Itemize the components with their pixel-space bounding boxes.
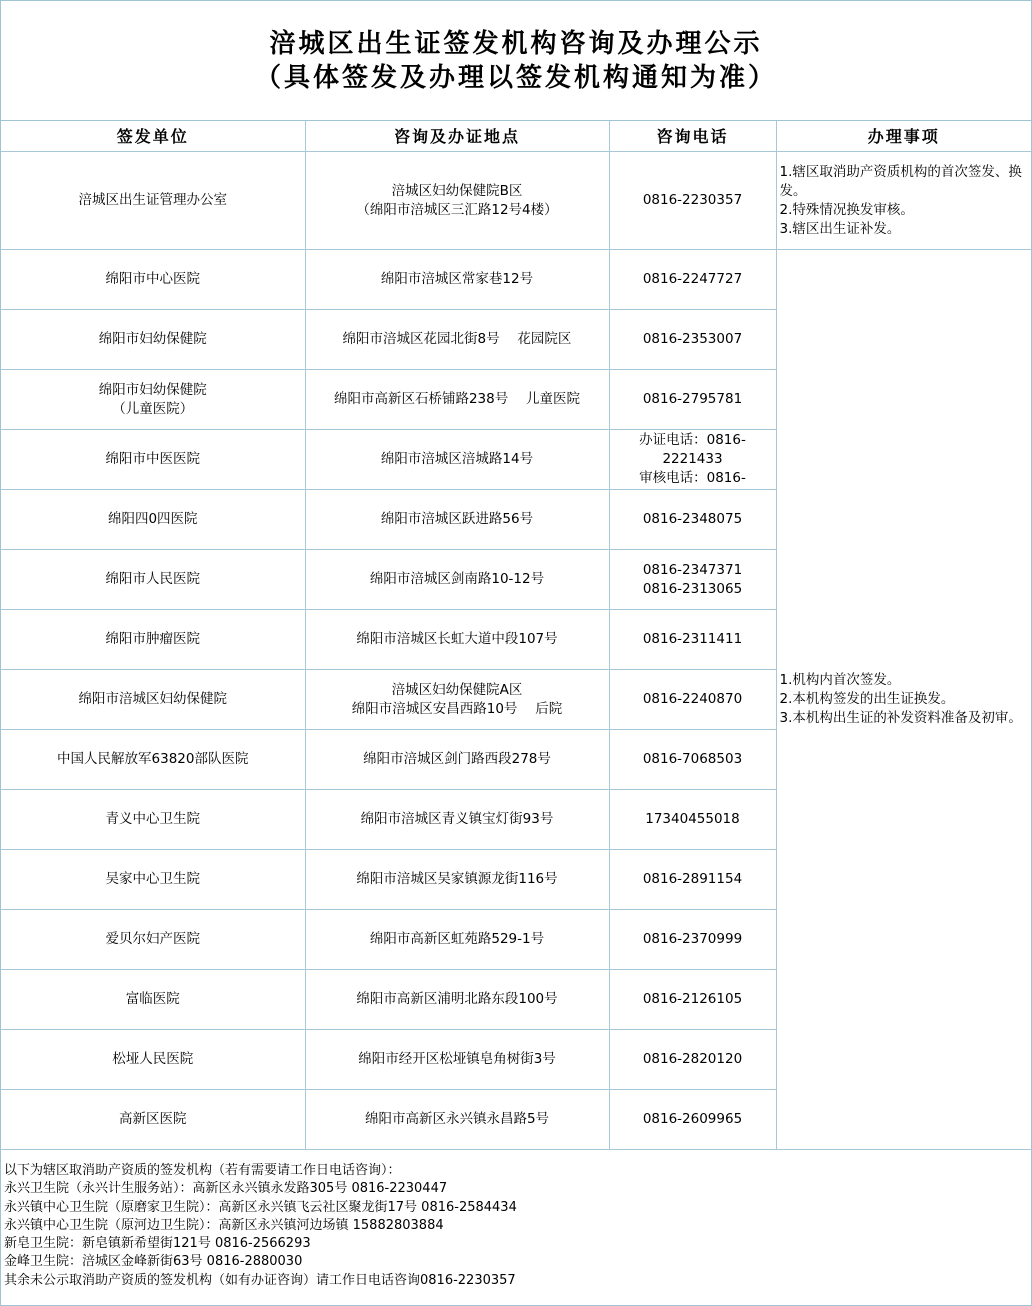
phone-text: 0816-2795781: [642, 391, 743, 407]
phone-text: 0816-2311411: [642, 631, 743, 647]
cell-phone: [609, 152, 776, 250]
page-subtitle: （具体签发及办理以签发机构通知为准）: [254, 62, 777, 93]
cell-matters-office: [776, 152, 1031, 250]
cell-unit: [1, 310, 305, 370]
phone-text: 2221433: [662, 451, 723, 467]
address-text: 绵阳市涪城区青义镇宝灯街93号: [360, 811, 554, 827]
note-line: 其余未公示取消助产资质的签发机构（如有办证咨询）请工作日电话咨询0816-2230357: [4, 1272, 516, 1288]
cell-address: [305, 370, 609, 430]
cell-phone: [609, 1090, 776, 1150]
cell-unit: [1, 250, 305, 310]
header-matters: 办理事项: [776, 121, 1031, 152]
unit-text: 高新区医院: [119, 1111, 187, 1127]
unit-text: 绵阳市人民医院: [105, 571, 200, 587]
cell-unit: [1, 670, 305, 730]
address-text: 绵阳市涪城区剑南路10-12号: [369, 571, 545, 587]
cell-address: [305, 670, 609, 730]
cell-address: [305, 850, 609, 910]
cell-unit: [1, 730, 305, 790]
unit-text: 绵阳市肿瘤医院: [105, 631, 200, 647]
unit-text: 涪城区出生证管理办公室: [78, 192, 227, 208]
cell-address: [305, 790, 609, 850]
note-line: 新皂卫生院：新皂镇新希望街121号 0816-2566293: [4, 1236, 311, 1252]
table-body: [1, 152, 1031, 1150]
address-text: 绵阳市涪城区剑门路西段278号: [363, 751, 551, 767]
cell-address: [305, 152, 609, 250]
cell-address: [305, 610, 609, 670]
cell-phone: [609, 670, 776, 730]
cell-phone: [609, 250, 776, 310]
cell-unit: [1, 370, 305, 430]
phone-text: 审核电话：0816-: [639, 470, 746, 486]
cell-phone: [609, 610, 776, 670]
note-line: 永兴卫生院（永兴计生服务站）：高新区永兴镇永发路305号 0816-2230447: [4, 1181, 448, 1197]
cell-unit: [1, 850, 305, 910]
cell-phone: [609, 730, 776, 790]
header-phone: 咨询电话: [609, 121, 776, 152]
unit-text: 富临医院: [125, 991, 180, 1007]
cell-unit: [1, 1090, 305, 1150]
cell-unit: [1, 910, 305, 970]
address-text: 绵阳市经开区松垭镇皂角树街3号: [358, 1051, 556, 1067]
header-address: 咨询及办证地点: [305, 121, 609, 152]
phone-text: 0816-2240870: [642, 691, 743, 707]
note-line: 永兴镇中心卫生院（原磨家卫生院）：高新区永兴镇飞云社区聚龙街17号 0816-2584434: [4, 1199, 517, 1215]
unit-text: 中国人民解放军63820部队医院: [57, 751, 249, 767]
cell-unit: [1, 790, 305, 850]
phone-text: 0816-2348075: [642, 511, 743, 527]
cell-phone: [609, 850, 776, 910]
cell-phone: [609, 310, 776, 370]
address-text: （绵阳市涪城区三汇路12号4楼）: [356, 201, 558, 218]
cell-unit: [1, 152, 305, 250]
table-header-row: [1, 121, 1031, 152]
cell-address: [305, 550, 609, 610]
institution-table: [1, 121, 1031, 1150]
title-block: [1, 1, 1031, 121]
unit-text: 绵阳市中医医院: [105, 451, 200, 467]
table-row: [1, 152, 1031, 250]
matters-text: 2.本机构签发的出生证换发。: [779, 691, 955, 707]
matters-text: 3.辖区出生证补发。: [779, 220, 901, 237]
cell-phone: [609, 910, 776, 970]
cell-phone: [609, 490, 776, 550]
cell-phone: [609, 550, 776, 610]
address-text: 绵阳市涪城区吴家镇源龙街116号: [356, 871, 558, 887]
cell-address: [305, 910, 609, 970]
cell-matters-institutions: [776, 250, 1031, 1150]
unit-text: 松垭人民医院: [112, 1051, 194, 1067]
phone-text: 0816-2126105: [642, 991, 743, 1007]
address-text: 绵阳市涪城区安昌西路10号 后院: [351, 700, 563, 717]
notes-section: [1, 1150, 1031, 1290]
cell-unit: [1, 550, 305, 610]
table-row: [1, 250, 1031, 310]
unit-text: 绵阳市中心医院: [105, 271, 200, 287]
cell-address: [305, 490, 609, 550]
phone-text: 17340455018: [645, 811, 740, 827]
unit-text: 绵阳市妇幼保健院: [98, 331, 207, 347]
phone-text: 0816-7068503: [642, 751, 743, 767]
cell-unit: [1, 970, 305, 1030]
phone-text: 0816-2353007: [642, 331, 743, 347]
cell-phone: [609, 370, 776, 430]
unit-text: 绵阳市涪城区妇幼保健院: [78, 691, 227, 707]
matters-text: 1.机构内首次签发。: [779, 672, 901, 688]
cell-unit: [1, 490, 305, 550]
cell-phone: [609, 970, 776, 1030]
cell-address: [305, 1090, 609, 1150]
unit-text: （儿童医院）: [112, 400, 194, 417]
matters-text: 1.辖区取消助产资质机构的首次签发、换发。: [779, 163, 1022, 199]
cell-unit: [1, 1030, 305, 1090]
cell-phone: [609, 1030, 776, 1090]
cell-address: [305, 250, 609, 310]
page-title: 涪城区出生证签发机构咨询及办理公示: [269, 28, 763, 59]
cell-phone: [609, 430, 776, 490]
address-text: 绵阳市涪城区花园北街8号 花园院区: [342, 331, 572, 347]
address-text: 绵阳市高新区虹苑路529-1号: [369, 931, 545, 947]
header-unit: 签发单位: [1, 121, 305, 152]
note-line: 以下为辖区取消助产资质的签发机构（若有需要请工作日电话咨询）：: [4, 1163, 401, 1178]
phone-text: 办证电话：0816-: [639, 432, 746, 448]
unit-text: 爱贝尔妇产医院: [105, 931, 200, 947]
address-text: 绵阳市高新区石桥铺路238号 儿童医院: [333, 391, 581, 407]
cell-phone: [609, 790, 776, 850]
phone-text: 0816-2891154: [642, 871, 743, 887]
address-text: 涪城区妇幼保健院A区: [391, 681, 523, 698]
address-text: 绵阳市高新区永兴镇永昌路5号: [364, 1111, 550, 1127]
cell-address: [305, 310, 609, 370]
address-text: 绵阳市高新区浦明北路东段100号: [356, 991, 558, 1007]
address-text: 绵阳市涪城区常家巷12号: [380, 271, 534, 287]
phone-text: 0816-2230357: [642, 192, 743, 208]
phone-text: 0816-2609965: [642, 1111, 743, 1127]
note-line: 金峰卫生院：涪城区金峰新街63号 0816-2880030: [4, 1254, 303, 1270]
cell-unit: [1, 610, 305, 670]
unit-text: 青义中心卫生院: [105, 811, 200, 827]
phone-text: 0816-2370999: [642, 931, 743, 947]
unit-text: 吴家中心卫生院: [105, 871, 200, 887]
phone-text: 0816-2347371: [642, 561, 743, 578]
address-text: 绵阳市涪城区长虹大道中段107号: [356, 631, 558, 647]
phone-text: 0816-2820120: [642, 1051, 743, 1067]
cell-address: [305, 970, 609, 1030]
note-line: 永兴镇中心卫生院（原河边卫生院）：高新区永兴镇河边场镇 15882803884: [4, 1217, 444, 1233]
address-text: 绵阳市涪城区涪城路14号: [380, 451, 534, 467]
cell-address: [305, 430, 609, 490]
cell-unit: [1, 430, 305, 490]
cell-address: [305, 730, 609, 790]
matters-text: 3.本机构出生证的补发资料准备及初审。: [779, 710, 1022, 726]
phone-text: 0816-2313065: [642, 580, 743, 597]
unit-text: 绵阳四0四医院: [107, 511, 198, 527]
unit-text: 绵阳市妇幼保健院: [98, 381, 207, 398]
address-text: 涪城区妇幼保健院B区: [391, 182, 523, 199]
matters-text: 2.特殊情况换发审核。: [779, 201, 914, 218]
cell-address: [305, 1030, 609, 1090]
address-text: 绵阳市涪城区跃进路56号: [380, 511, 534, 527]
phone-text: 0816-2247727: [642, 271, 743, 287]
